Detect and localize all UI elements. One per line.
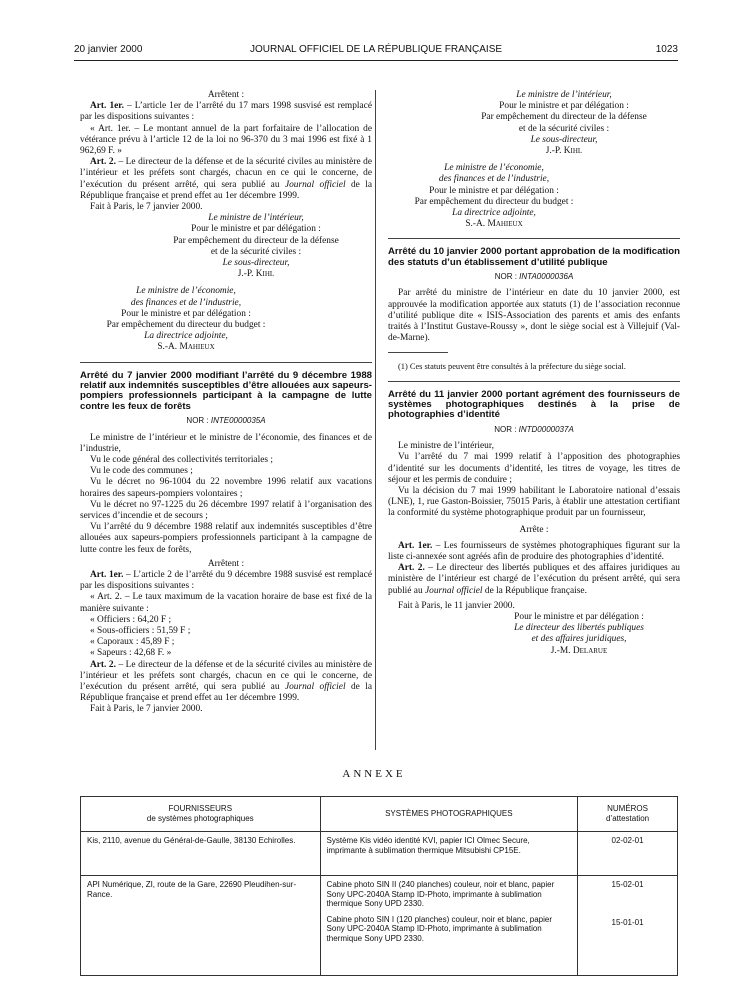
cell-numero xyxy=(578,876,678,976)
header-date: 20 janvier 2000 xyxy=(74,44,143,55)
arrete: Arrête : xyxy=(519,524,549,535)
title-arrete-11-janvier: Arrêté du 11 janvier 2000 portant agrément des fournisseurs de systèmes photographiques destinés à la prise de photographies d’identité xyxy=(388,388,680,421)
cell-fournisseur: API Numérique, ZI, route de la Gare, 22690 Pleudihen-sur-Rance. xyxy=(81,876,321,976)
annexe-table xyxy=(80,796,678,976)
sig-line: et de la sécurité civiles : xyxy=(210,246,302,257)
sig-name: J.-P. Kihl xyxy=(237,269,275,280)
systeme-entry: Système Kis vidéo identité KVI, papier ICI Olmec Secure, imprimante à sublimation thermique Mitsubishi CP15E. xyxy=(326,836,530,855)
c-art1-paragraph xyxy=(388,541,680,563)
sig-name: S.-A. Mahieux xyxy=(465,219,523,230)
rate-line: « Officiers : 64,20 F ; xyxy=(90,614,172,625)
c-art2-text-b: de la République française. xyxy=(482,585,587,596)
column-divider xyxy=(375,90,376,750)
art2-label: Art. 2. xyxy=(90,157,116,168)
systeme-entry: Cabine photo SIN II (240 planches) couleur, noir et blanc, papier Sony UPC-2040A Stamp ID-Photo, imprimante à sublimation thermique Sony UPD 2330. xyxy=(326,880,555,909)
b-art2-text-a: – Le directeur de la défense et de la sécurité civiles au ministère de l’intérieur et les préfets sont chargés, chacun en ce qui le concerne, de l’exécution du présent arrêté, qui sera publié au xyxy=(80,659,372,692)
sig-line: et des affaires juridiques, xyxy=(531,634,627,645)
fait-3: Fait à Paris, le 11 janvier 2000. xyxy=(398,600,515,611)
art1-label: Art. 1er. xyxy=(90,101,124,112)
sig-name: J.-P. Kihl xyxy=(545,146,583,157)
journal-officiel: Journal officiel xyxy=(284,179,346,190)
right-column xyxy=(388,90,680,657)
cell-systeme xyxy=(320,876,578,976)
header-rule xyxy=(74,60,678,61)
nor-code: INTA0000036A xyxy=(519,272,574,282)
signature-block-1 xyxy=(80,213,372,280)
sig-line: Pour le ministre et par délégation : xyxy=(514,611,644,622)
c-art2-label: Art. 2. xyxy=(398,563,425,574)
nor-code: INTE0000035A xyxy=(210,416,266,426)
header-page-number: 1023 xyxy=(655,44,678,55)
body-line: Vu l’arrêté du 9 décembre 1988 relatif aux indemnités susceptibles d’être allouées aux sapeurs-pompiers professionnels participant à la campagne de lutte contre les feux de forêts, xyxy=(80,522,372,555)
sig-line: Pour le ministre et par délégation : xyxy=(429,185,559,196)
cell-numero xyxy=(578,832,678,876)
table-row xyxy=(81,832,678,876)
sig-line: Par empêchement du directeur de la défense xyxy=(481,112,647,123)
body-line: Le ministre de l’intérieur, xyxy=(398,441,494,452)
sig-name: S.-A. Mahieux xyxy=(157,342,215,353)
b-art1-text: – L’article 2 de l’arrêté du 9 décembre 1988 susvisé est remplacé par les dispositions suivantes : xyxy=(80,569,372,592)
sig-line: Le ministre de l’intérieur, xyxy=(208,213,304,224)
left-column xyxy=(80,90,372,716)
b-art1-paragraph xyxy=(80,570,372,592)
sig-line: Le ministre de l’économie, xyxy=(136,286,236,297)
sig-line: La directrice adjointe, xyxy=(144,331,228,342)
sig-line: Le ministre de l’économie, xyxy=(444,163,544,174)
numero-entry: 02-02-01 xyxy=(611,836,644,845)
sig-line: Pour le ministre et par délégation : xyxy=(499,101,629,112)
sig-line: Le ministre de l’intérieur, xyxy=(516,90,612,100)
separator xyxy=(388,381,680,382)
arretent-2: Arrêtent : xyxy=(207,558,245,569)
cell-systeme xyxy=(320,832,578,876)
footnote-rule xyxy=(388,352,448,353)
nor-line-4 xyxy=(388,424,680,435)
sig-line: des finances et de l’industrie, xyxy=(130,297,242,308)
body-line: Vu le code des communes ; xyxy=(90,466,193,477)
sig-line: La directrice adjointe, xyxy=(452,208,536,219)
body-line: Vu la décision du 7 mai 1999 habilitant le Laboratoire national d’essais (LNE), 1, rue Gaston-Boissier, 75015 Paris, à établir une attestation certifiant la conformité du système photographique produit par un fournisseur, xyxy=(388,485,680,519)
sig-line: des finances et de l’industrie, xyxy=(438,174,550,185)
art1-paragraph xyxy=(80,101,372,123)
sig-line: Par empêchement du directeur de la défense xyxy=(173,235,339,246)
b-art2-text-b: de la République française et prend effet au 1er décembre 1999. xyxy=(80,681,372,704)
title-arrete-10-janvier: Arrêté du 10 janvier 2000 portant approbation de la modification des statuts d’un établissement d’utilité publique xyxy=(388,246,680,268)
sig-line: Par empêchement du directeur du budget : xyxy=(414,196,574,207)
c-art2-paragraph xyxy=(388,563,680,597)
body-3: Par arrêté du ministre de l’intérieur en date du 10 janvier 2000, est approuvée la modification apportée aux statuts (1) de l’association reconnue d’utilité publique dite « ISIS-Association des parents et amis des enfants traités à l’Institut Gustave-Roussy », dont le siège social est à Villejuif (Val-de-Marne). xyxy=(388,288,680,344)
b-art2-paragraph xyxy=(80,660,372,705)
art2-text-b: de la République française et prend effet au 1er décembre 1999. xyxy=(80,179,372,201)
sig-line: Le sous-directeur, xyxy=(222,258,290,269)
body-line: Vu le décret no 97-1225 du 26 décembre 1997 relatif à l’organisation des services d’incendie et de secours ; xyxy=(80,499,372,521)
fait-1: Fait à Paris, le 7 janvier 2000. xyxy=(90,202,203,213)
c-art1-label: Art. 1er. xyxy=(398,540,433,551)
art1-text: – L’article 1er de l’arrêté du 17 mars 1998 susvisé est remplacé par les dispositions suivantes : xyxy=(80,101,373,123)
rate-line: « Caporaux : 45,89 F ; xyxy=(90,637,175,648)
signature-block-r1 xyxy=(388,90,680,157)
c-art2-text-a: – Le directeur des libertés publiques et des affaires juridiques au ministère de l’intérieur est chargé de l’exécution du présent arrêté, qui sera publié au xyxy=(388,563,680,596)
header-journal: JOURNAL OFFICIEL DE LA RÉPUBLIQUE FRANÇAISE xyxy=(249,44,503,55)
nor-line-3 xyxy=(388,271,680,282)
nor-code: INTD0000037A xyxy=(518,424,574,434)
sig-line: Le directeur des libertés publiques xyxy=(514,623,644,634)
nor-label: NOR : xyxy=(186,416,211,426)
footnote-3: (1) Ces statuts peuvent être consultés à la préfecture du siège social. xyxy=(398,362,626,372)
art1-quote: « Art. 1er. – Le montant annuel de la part forfaitaire de l’allocation de vétérance prévu à l’article 12 de la loi no 96-370 du 3 mai 1996 est fixé à 1 962,69 F. » xyxy=(80,123,372,157)
journal-officiel: Journal officiel xyxy=(284,681,346,692)
sig-line: Le sous-directeur, xyxy=(530,134,598,145)
b-art2-label: Art. 2. xyxy=(90,659,116,670)
body-line: Vu l’arrêté du 7 mai 1999 relatif à l’apposition des photographies d’identité sur les documents d’identité, les titres de voyage, les titres de séjour et les permis de conduire ; xyxy=(388,452,680,485)
sig-line: et de la sécurité civiles : xyxy=(518,123,610,134)
table-header-row xyxy=(81,797,678,832)
nor-label: NOR : xyxy=(494,272,520,282)
nor-line-2 xyxy=(80,415,372,426)
signature-block-2 xyxy=(80,286,372,353)
b-art1-quote: « Art. 2. – Le taux maximum de la vacation horaire de base est fixé de la manière suivante : xyxy=(80,592,372,614)
cell-fournisseur: Kis, 2110, avenue du Général-de-Gaulle, 38130 Echirolles. xyxy=(81,832,321,876)
body-line: Vu le décret no 96-1004 du 22 novembre 1996 relatif aux vacations horaires des sapeurs-pompiers volontaires ; xyxy=(80,477,372,499)
art2-paragraph xyxy=(80,157,372,202)
body-line: Vu le code général des collectivités territoriales ; xyxy=(90,454,273,465)
header-fournisseurs: FOURNISSEURS de systèmes photographiques xyxy=(81,797,321,832)
sig-line: Pour le ministre et par délégation : xyxy=(121,308,251,319)
b-art1-label: Art. 1er. xyxy=(90,569,124,580)
numero-entry: 15-01-01 xyxy=(611,918,644,927)
systeme-entry: Cabine photo SIN I (120 planches) couleur, noir et blanc, papier Sony UPC-2040A Stamp ID-Photo, imprimante à sublimation thermique Sony UPD 2330. xyxy=(326,914,553,943)
rate-line: « Sapeurs : 42,68 F. » xyxy=(90,648,172,659)
sig-line: Par empêchement du directeur du budget : xyxy=(106,320,266,331)
signature-block-r3 xyxy=(388,612,680,657)
separator xyxy=(388,238,680,239)
numero-entry: 15-02-01 xyxy=(611,880,644,889)
sig-name: J.-M. Delarue xyxy=(550,645,608,656)
body-line: Le ministre de l’intérieur et le ministre de l’économie, des finances et de l’industrie, xyxy=(80,432,372,454)
page-header xyxy=(74,44,678,58)
fait-2: Fait à Paris, le 7 janvier 2000. xyxy=(90,704,203,715)
c-art1-text: – Les fournisseurs de systèmes photographiques figurant sur la liste ci-annexée sont agréés afin de produire des photographies d’identité. xyxy=(388,540,681,562)
sig-line: Pour le ministre et par délégation : xyxy=(191,224,321,235)
journal-officiel: Journal officiel xyxy=(424,585,483,596)
title-arrete-7-janvier: Arrêté du 7 janvier 2000 modifiant l’arrêté du 9 décembre 1988 relatif aux indemnités susceptibles d’être allouées aux sapeurs-pompiers professionnels participant à la campagne de lutte contre les feux de forêts xyxy=(80,369,372,412)
separator xyxy=(80,362,372,363)
header-numeros: NUMÉROS d’attestation xyxy=(578,797,678,832)
annexe-title: ANNEXE xyxy=(342,768,406,780)
table-row xyxy=(81,876,678,976)
signature-block-r2 xyxy=(388,163,680,230)
header-systemes: SYSTÈMES PHOTOGRAPHIQUES xyxy=(320,797,578,832)
arretent-1: Arrêtent : xyxy=(207,90,245,100)
art2-text-a: – Le directeur de la défense et de la sécurité civiles au ministère de l’intérieur et les préfets sont chargés, chacun en ce qui le concerne, de l’exécution du présent arrêté, qui sera publié au xyxy=(80,157,372,190)
rate-line: « Sous-officiers : 51,59 F ; xyxy=(90,625,191,636)
nor-label: NOR : xyxy=(494,424,519,434)
